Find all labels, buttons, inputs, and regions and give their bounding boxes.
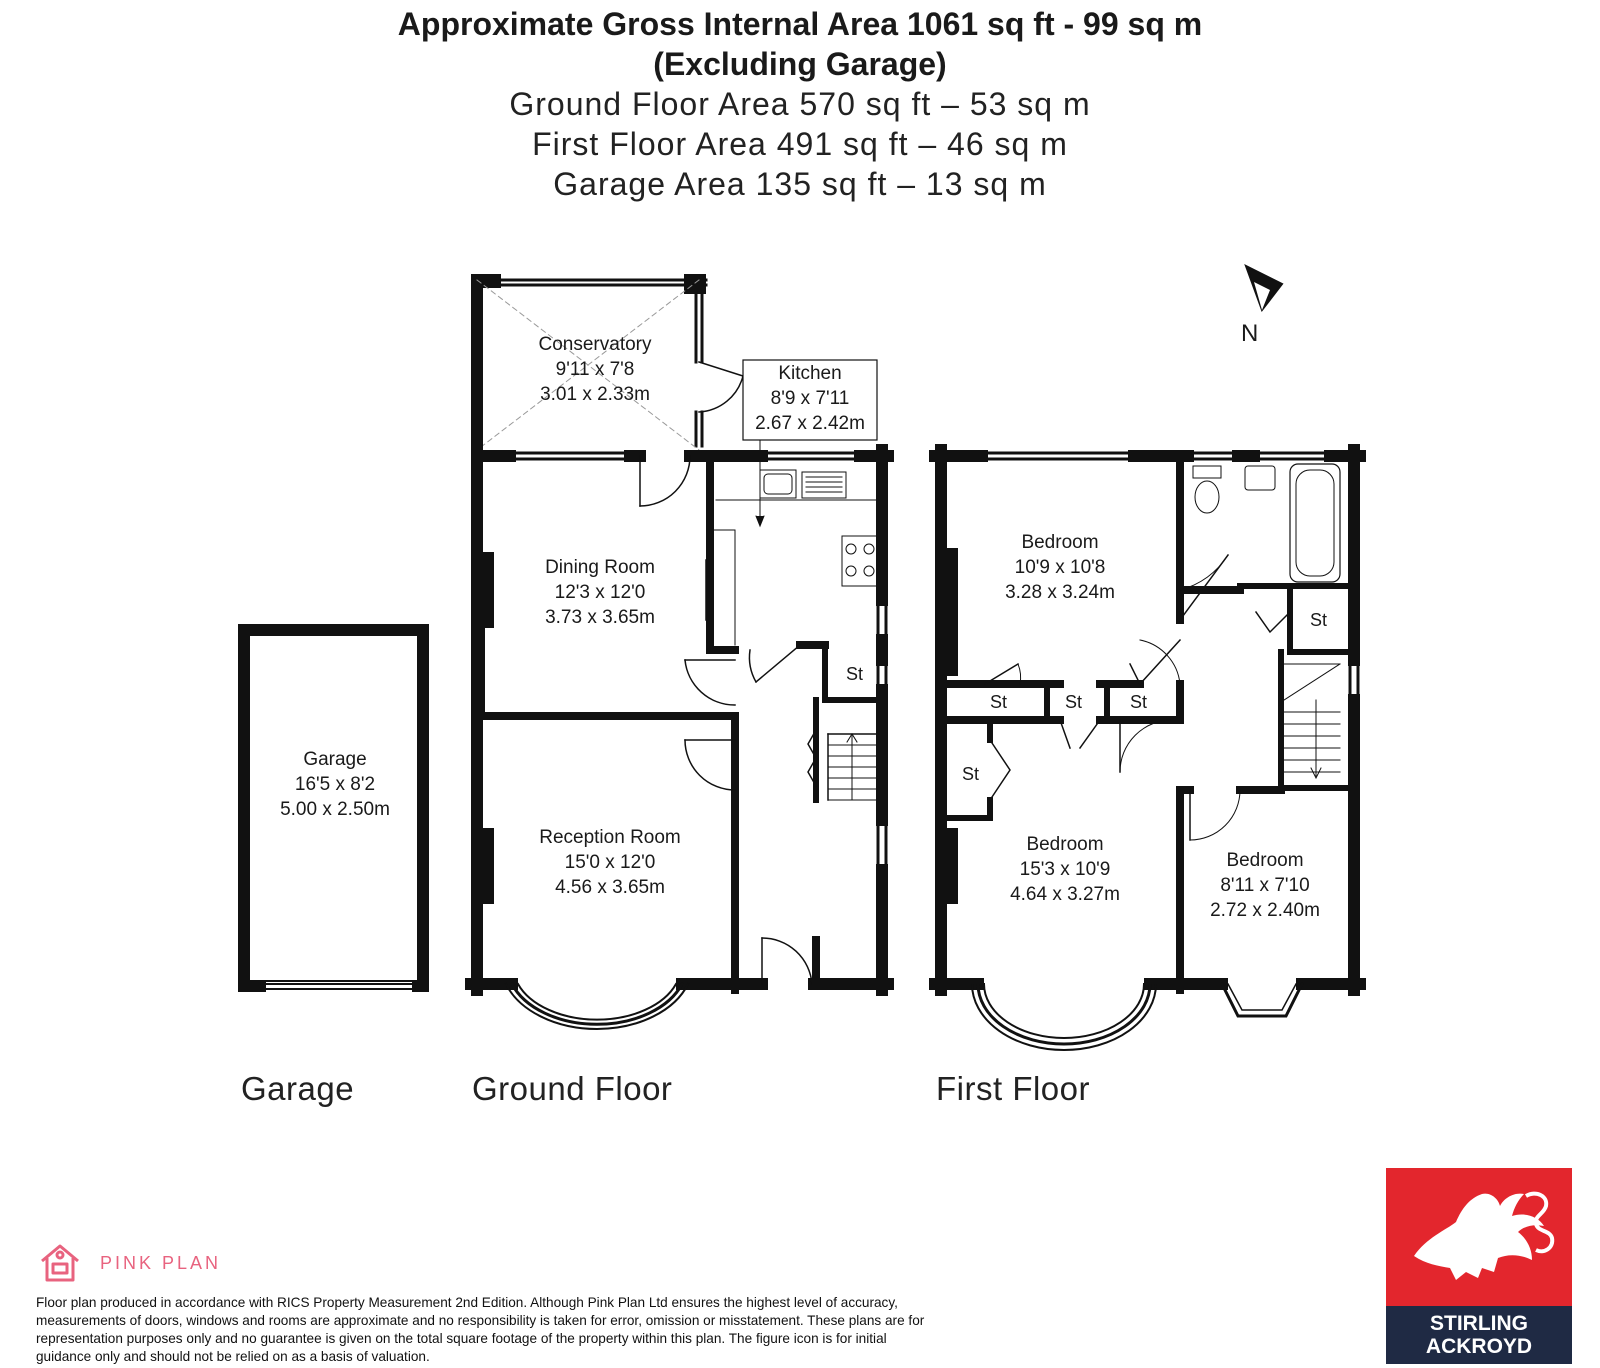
house-icon [38, 1241, 82, 1285]
brand-red-panel [1386, 1168, 1572, 1306]
room-imperial: 15'0 x 12'0 [564, 852, 656, 873]
room-metric: 2.72 x 2.40m [1210, 900, 1320, 921]
room-imperial: 10'9 x 10'8 [1014, 557, 1106, 578]
room-bedroom-front [990, 832, 1140, 907]
store-label: St [1065, 692, 1083, 712]
pinkplan-logo [38, 1241, 221, 1285]
room-bedroom-small [1190, 848, 1340, 923]
ground-floor-area: Ground Floor Area 570 sq ft – 53 sq m [509, 86, 1091, 122]
room-kitchen [743, 361, 877, 436]
floor-label-garage: Garage [241, 1070, 355, 1107]
room-conservatory [520, 332, 670, 407]
room-metric: 3.01 x 2.33m [540, 384, 650, 405]
store-label: St [990, 692, 1008, 712]
garage-area: Garage Area 135 sq ft – 13 sq m [553, 166, 1047, 202]
griffin-icon [1386, 1168, 1572, 1306]
room-imperial: 15'3 x 10'9 [1019, 859, 1111, 880]
room-name: Bedroom [1026, 834, 1104, 855]
room-garage [260, 747, 410, 822]
store-label: St [1310, 610, 1328, 630]
room-metric: 4.56 x 3.65m [555, 877, 665, 898]
north-label: N [1241, 320, 1259, 347]
room-name: Garage [303, 749, 367, 770]
room-imperial: 16'5 x 8'2 [294, 774, 376, 795]
brand-navy-panel [1386, 1306, 1572, 1364]
room-metric: 3.28 x 3.24m [1005, 582, 1115, 603]
pinkplan-wordmark: PINK PLAN [100, 1252, 222, 1273]
disclaimer: Floor plan produced in accordance with RICS Property Measurement 2nd Edition. Although Pink Plan Ltd ensures the highest level of accuracy, measurements of doors, windows and rooms are approximate and no responsibility is taken for error, omission or misstatement. These plans are for representation purposes only and no guarantee is given on the total square footage of the property within this plan. The figure icon is for initial guidance only and should not be relied on as a basis of valuation. [36, 1295, 925, 1364]
room-imperial: 8'9 x 7'11 [770, 388, 850, 409]
room-dining [520, 555, 680, 630]
room-metric: 2.67 x 2.42m [755, 413, 865, 434]
gross-area-title: Approximate Gross Internal Area 1061 sq ft - 99 sq m [397, 6, 1203, 42]
store-label: St [846, 664, 864, 684]
first-floor-area: First Floor Area 491 sq ft – 46 sq m [532, 126, 1068, 162]
floor-label-first: First Floor [936, 1070, 1090, 1107]
room-name: Reception Room [539, 827, 681, 848]
brand-line2: ACKROYD [1425, 1335, 1533, 1358]
excluding-garage-note: (Excluding Garage) [653, 46, 947, 82]
floor-label-ground: Ground Floor [472, 1070, 673, 1107]
brand-line1: STIRLING [1430, 1312, 1528, 1335]
room-name: Conservatory [538, 334, 652, 355]
room-imperial: 12'3 x 12'0 [554, 582, 646, 603]
room-name: Bedroom [1021, 532, 1099, 553]
room-bedroom-rear [985, 530, 1135, 605]
room-metric: 3.73 x 3.65m [545, 607, 655, 628]
room-metric: 4.64 x 3.27m [1010, 884, 1120, 905]
stirling-ackroyd-logo [1386, 1168, 1572, 1364]
store-label: St [962, 764, 980, 784]
room-imperial: 8'11 x 7'10 [1220, 875, 1310, 896]
room-reception [520, 825, 700, 900]
room-imperial: 9'11 x 7'8 [555, 359, 635, 380]
room-name: Dining Room [545, 557, 655, 578]
room-metric: 5.00 x 2.50m [280, 799, 390, 820]
room-name: Kitchen [778, 363, 842, 384]
store-label: St [1130, 692, 1148, 712]
north-arrow-icon [1246, 266, 1282, 310]
room-name: Bedroom [1226, 850, 1304, 871]
